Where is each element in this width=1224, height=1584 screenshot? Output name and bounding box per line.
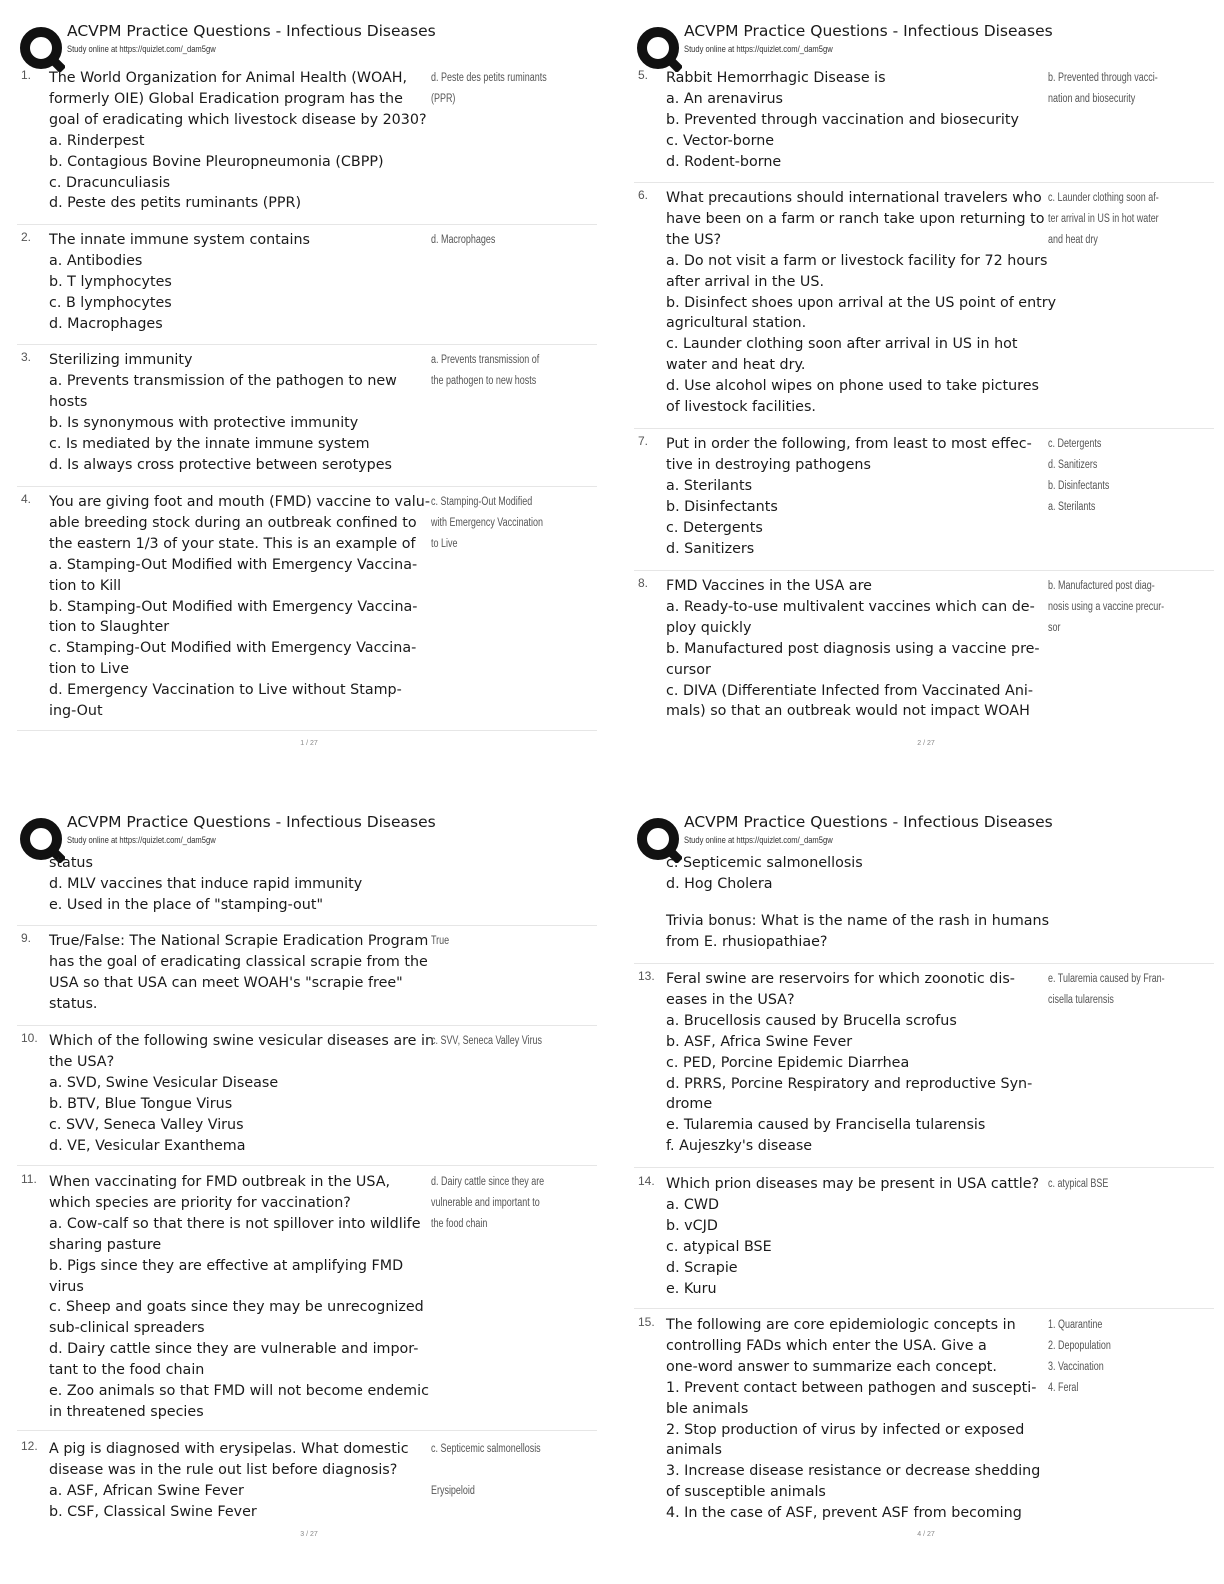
answer-text: c. Launder clothing soon af- ter arrival in US in hot water and heat dry — [1048, 192, 1159, 246]
question-number: 15. — [638, 1315, 655, 1329]
question-text: True/False: The National Scrapie Eradication Program has the goal of eradicating classical scrapie from the USA so that USA can meet WOAH's "scrapie free" status. — [49, 933, 429, 1012]
page-4 — [634, 811, 1214, 1581]
quizlet-logo-icon — [19, 26, 65, 72]
page-footer: 4 / 27 — [917, 1531, 935, 1538]
answer-text: 1. Quarantine 2. Depopulation 3. Vaccination 4. Feral — [1048, 1319, 1111, 1394]
question-number: 3. — [21, 350, 32, 364]
header-study-link[interactable]: Study online at https://quizlet.com/_dam5gw — [67, 835, 216, 846]
question-number: 10. — [21, 1031, 38, 1045]
question-text: What precautions should international travelers who have been on a farm or ranch take upon returning to the US? a. Do not visit a farm or livestock facility for 72 hours after arrival in the US. b. Disinfect shoes upon arrival at the US point of entry agricultural station. c. Launder clothing soon after arrival in US in hot water and heat dry. d. Use alcohol wipes on phone used to take pictures of livestock facilities. — [666, 190, 1057, 416]
page-footer: 3 / 27 — [300, 1531, 318, 1538]
question-text: Which prion diseases may be present in USA cattle? a. CWD b. vCJD c. atypical BSE d. Scrapie e. Kuru — [666, 1176, 1040, 1297]
question-card — [17, 350, 597, 487]
header-title: ACVPM Practice Questions - Infectious Diseases — [67, 22, 436, 40]
question-text: Sterilizing immunity a. Prevents transmission of the pathogen to new hosts b. Is synonymous with protective immunity c. Is mediated by the innate immune system d. Is always cross protective between serotypes — [49, 352, 397, 473]
question-text: When vaccinating for FMD outbreak in the USA, which species are priority for vaccination? a. Cow-calf so that there is not spillover into wildlife sharing pasture b. Pigs since they are effective at amplifying FMD virus c. Sheep and goats since they may be unrecognized sub-clinical spreaders d. Dairy cattle since they are vulnerable and impor- tant to the food chain e. Zoo animals so that FMD will not become endemic in threatened species — [49, 1174, 429, 1420]
question-card — [634, 1174, 1214, 1309]
header-title: ACVPM Practice Questions - Infectious Diseases — [684, 813, 1053, 831]
question-text: Put in order the following, from least to most effec- tive in destroying pathogens a. Sterilants b. Disinfectants c. Detergents d. Sanitizers — [666, 436, 1032, 557]
question-card — [17, 931, 597, 1026]
answer-text: d. Dairy cattle since they are vulnerable and important to the food chain — [431, 1176, 545, 1230]
page-1 — [17, 20, 597, 780]
question-card-continued — [17, 853, 597, 926]
question-number: 1. — [21, 68, 32, 82]
question-number: 12. — [21, 1439, 38, 1453]
question-continuation: c. Septicemic salmonellosis d. Hog Cholera Trivia bonus: What is the name of the rash in humans from E. rhusiopathiae? — [666, 855, 1050, 950]
question-text: FMD Vaccines in the USA are a. Ready-to-use multivalent vaccines which can de- ploy quickly b. Manufactured post diagnosis using a vaccine pre- cursor c. DIVA (Differentiate Infected from Vaccinated Ani- mals) so that an outbreak would not impact WOAH — [666, 578, 1040, 720]
question-card — [17, 1439, 597, 1529]
question-text: A pig is diagnosed with erysipelas. What domestic disease was in the rule out list before diagnosis? a. ASF, African Swine Fever b. CSF, Classical Swine Fever — [49, 1441, 409, 1520]
question-continuation: status d. MLV vaccines that induce rapid immunity e. Used in the place of "stamping-out" — [49, 855, 363, 913]
question-number: 11. — [21, 1172, 37, 1186]
answer-text: c. Septicemic salmonellosis Erysipeloid — [431, 1443, 541, 1497]
question-card — [634, 188, 1214, 429]
question-card — [634, 434, 1214, 571]
answer-text: a. Prevents transmission of the pathogen to new hosts — [431, 354, 540, 387]
question-card — [17, 492, 597, 731]
answer-text: c. atypical BSE — [1048, 1178, 1109, 1190]
question-number: 7. — [638, 434, 649, 448]
question-number: 13. — [638, 969, 655, 983]
question-text: You are giving foot and mouth (FMD) vaccine to valu- able breeding stock during an outbreak confined to the eastern 1/3 of your state. This is an example of a. Stamping-Out Modified with Emergency Vaccina- tion to Kill b. Stamping-Out Modified with Emergency Vaccina- tion to Slaughter c. Stamping-Out Modified with Emergency Vaccina- tion to Live d. Emergency Vaccination to Live without Stamp- ing-Out — [49, 494, 430, 720]
header-title: ACVPM Practice Questions - Infectious Diseases — [67, 813, 436, 831]
quizlet-logo-icon — [636, 26, 682, 72]
answer-text: b. Manufactured post diag- nosis using a vaccine precur- sor — [1048, 580, 1165, 634]
question-number: 2. — [21, 230, 32, 244]
page-footer: 2 / 27 — [917, 740, 935, 747]
page-2 — [634, 20, 1214, 780]
header-study-link[interactable]: Study online at https://quizlet.com/_dam5gw — [684, 44, 833, 55]
question-text: The World Organization for Animal Health (WOAH, formerly OIE) Global Eradication program has the goal of eradicating which livestock disease by 2030? a. Rinderpest b. Contagious Bovine Pleuropneumonia (CBPP) c. Dracunculiasis d. Peste des petits ruminants (PPR) — [49, 70, 427, 212]
page-footer: 1 / 27 — [300, 740, 318, 747]
header-study-link[interactable]: Study online at https://quizlet.com/_dam5gw — [67, 44, 216, 55]
question-text: Feral swine are reservoirs for which zoonotic dis- eases in the USA? a. Brucellosis caused by Brucella scrofus b. ASF, Africa Swine Fever c. PED, Porcine Epidemic Diarrhea d. PRRS, Porcine Respiratory and reproductive Syn- drome e. Tularemia caused by Francisella tularensis f. Aujeszky's disease — [666, 971, 1033, 1155]
answer-text: d. Macrophages — [431, 234, 496, 246]
question-card — [634, 1315, 1214, 1527]
question-card — [17, 1031, 597, 1166]
answer-text: c. Stamping-Out Modified with Emergency Vaccination to Live — [431, 496, 544, 550]
question-number: 5. — [638, 68, 649, 82]
question-card — [17, 1172, 597, 1431]
question-card-continued — [634, 853, 1214, 964]
answer-text: True — [431, 935, 450, 947]
answer-text: c. Detergents d. Sanitizers b. Disinfectants a. Sterilants — [1048, 438, 1110, 513]
question-text: The following are core epidemiologic concepts in controlling FADs which enter the USA. Give a one-word answer to summarize each concept. 1. Prevent contact between pathogen and suscepti- ble animals 2. Stop production of virus by infected or exposed animals 3. Increase disease resistance or decrease shedding of susceptible animals 4. In the case of ASF, prevent ASF from becoming — [666, 1317, 1041, 1522]
question-number: 14. — [638, 1174, 655, 1188]
answer-text: b. Prevented through vacci- nation and biosecurity — [1048, 72, 1158, 105]
question-text: Which of the following swine vesicular diseases are in the USA? a. SVD, Swine Vesicular Disease b. BTV, Blue Tongue Virus c. SVV, Seneca Valley Virus d. VE, Vesicular Exanthema — [49, 1033, 435, 1154]
question-number: 8. — [638, 576, 649, 590]
question-card — [634, 969, 1214, 1168]
question-card — [634, 576, 1214, 726]
question-card — [634, 68, 1214, 183]
answer-text: c. SVV, Seneca Valley Virus — [431, 1035, 543, 1047]
question-text: Rabbit Hemorrhagic Disease is a. An arenavirus b. Prevented through vaccination and biosecurity c. Vector-borne d. Rodent-borne — [666, 70, 1019, 170]
header-study-link[interactable]: Study online at https://quizlet.com/_dam5gw — [684, 835, 833, 846]
question-number: 4. — [21, 492, 32, 506]
page-3 — [17, 811, 597, 1581]
question-text: The innate immune system contains a. Antibodies b. T lymphocytes c. B lymphocytes d. Macrophages — [49, 232, 310, 332]
question-card — [17, 68, 597, 225]
answer-text: d. Peste des petits ruminants (PPR) — [431, 72, 547, 105]
question-card — [17, 230, 597, 345]
answer-text: e. Tularemia caused by Fran- cisella tularensis — [1048, 973, 1165, 1006]
question-number: 6. — [638, 188, 649, 202]
header-title: ACVPM Practice Questions - Infectious Diseases — [684, 22, 1053, 40]
question-number: 9. — [21, 931, 32, 945]
